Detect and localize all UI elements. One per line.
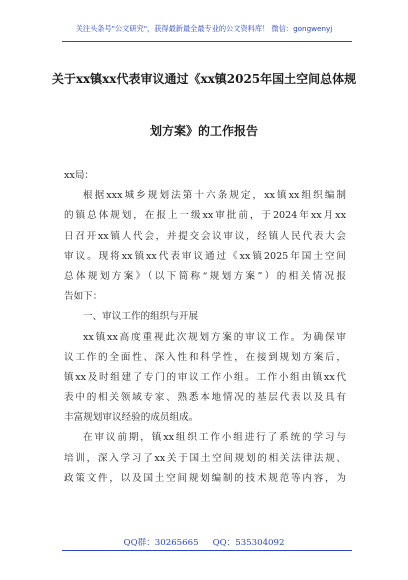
paragraph-line: 审议。现将xx镇xx代表审议通过《xx镇2025年国土空间 [64,250,346,262]
salutation: xx局： [64,170,95,181]
footer-qq-group[interactable]: QQ群：30265665 [123,538,199,548]
paragraph-line: 的镇总体规划，在报上一级xx审批前，于2024年xx月xx [64,210,346,222]
paragraph-line: 镇xx及时组建了专门的审议工作小组。工作小组由镇xx代 [64,371,346,383]
paragraph-line: xx镇xx高度重视此次规划方案的审议工作。为确保审 [83,331,346,343]
header-divider [62,41,352,42]
paragraph-line: 总体规划方案》（以下简称“规划方案”）的相关情况报 [64,270,346,282]
paragraph-line: 议工作的全面性、深入性和科学性，在接到规划方案后， [64,351,346,363]
paragraph-line: 根据xxx城乡规划法第十六条规定，xx镇xx组织编制 [83,190,346,202]
header-banner: 关注头条号"公文研究"，获得最新最全最专业的公文资料库！ 微信：gongwenyj [75,24,333,33]
paragraph-line: 告如下： [64,291,103,303]
section-heading: 一、审议工作的组织与开展 [83,311,199,323]
document-body [64,166,346,489]
footer-divider [62,550,352,551]
paragraph-line: 政策文件，以及国土空间规划编制的技术规范等内容，为 [64,472,346,484]
paragraph-line: 日召开xx镇人代会，并提交会议审议，经镇人民代表大会 [64,230,346,242]
footer-qq[interactable]: QQ：535304092 [212,538,285,548]
paragraph-line: 培训，深入学习了xx关于国土空间规划的相关法律法规、 [64,452,346,464]
paragraph-line: 在审议前期，镇xx组织工作小组进行了系统的学习与 [83,432,346,444]
document-title-line-2: 划方案》的工作报告 [149,124,258,138]
document-title-line-1: 关于xx镇xx代表审议通过《xx镇2025年国土空间总体规 [51,72,357,86]
paragraph-line: 表中的相关领域专家、熟悉本地情况的基层代表以及具有 [64,392,346,404]
paragraph-line: 丰富规划审议经验的成员组成。 [64,412,199,424]
footer-contact [0,536,408,548]
